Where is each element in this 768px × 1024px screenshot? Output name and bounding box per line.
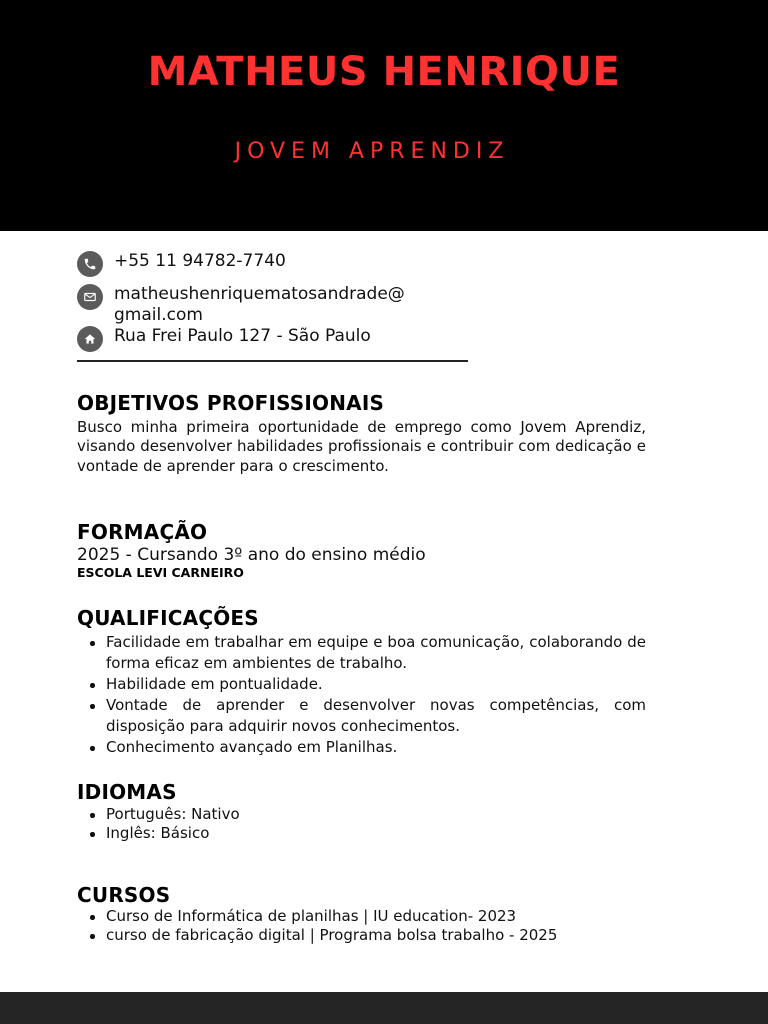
formacao-course: 2025 - Cursando 3º ano do ensino médio	[77, 545, 426, 565]
list-item: curso de fabricação digital | Programa bolsa trabalho - 2025	[77, 926, 646, 945]
footer-strip	[0, 992, 768, 1024]
list-item: Facilidade em trabalhar em equipe e boa comunicação, colaborando de forma eficaz em ambientes de trabalho.	[77, 632, 646, 674]
list-item: Curso de Informática de planilhas | IU education- 2023	[77, 907, 646, 926]
cursos-title: CURSOS	[77, 883, 171, 907]
idiomas-title: IDIOMAS	[77, 780, 177, 804]
candidate-name: MATHEUS HENRIQUE	[147, 49, 621, 95]
cursos-list	[77, 907, 646, 945]
email-icon	[77, 284, 103, 310]
objetivos-title: OBJETIVOS PROFISSIONAIS	[77, 391, 385, 415]
phone-number: +55 11 94782-7740	[114, 251, 286, 271]
phone-icon	[77, 251, 103, 277]
qualificacoes-title: QUALIFICAÇÕES	[77, 606, 259, 630]
idiomas-list	[77, 805, 646, 843]
contact-address-row	[77, 326, 454, 352]
list-item: Vontade de aprender e desenvolver novas competências, com disposição para adquirir novos conhecimentos.	[77, 695, 646, 737]
formacao-title: FORMAÇÃO	[77, 520, 208, 544]
address-text: Rua Frei Paulo 127 - São Paulo	[114, 326, 371, 346]
list-item: Habilidade em pontualidade.	[77, 674, 646, 695]
candidate-role: JOVEM APRENDIZ	[234, 139, 510, 164]
contact-divider	[77, 360, 468, 362]
objetivos-text: Busco minha primeira oportunidade de emprego como Jovem Aprendiz, visando desenvolver habilidades profissionais e contribuir com dedicação e vontade de aprender para o crescimento.	[77, 418, 646, 475]
formacao-school: ESCOLA LEVI CARNEIRO	[77, 565, 244, 580]
email-address: matheushenriquematosandrade@ gmail.com	[114, 284, 405, 325]
contact-email-row	[77, 284, 454, 326]
list-item: Inglês: Básico	[77, 824, 646, 843]
qualificacoes-list	[77, 632, 646, 758]
contact-phone-row	[77, 251, 454, 277]
header-banner	[0, 0, 768, 231]
list-item: Português: Nativo	[77, 805, 646, 824]
list-item: Conhecimento avançado em Planilhas.	[77, 737, 646, 758]
home-icon	[77, 326, 103, 352]
